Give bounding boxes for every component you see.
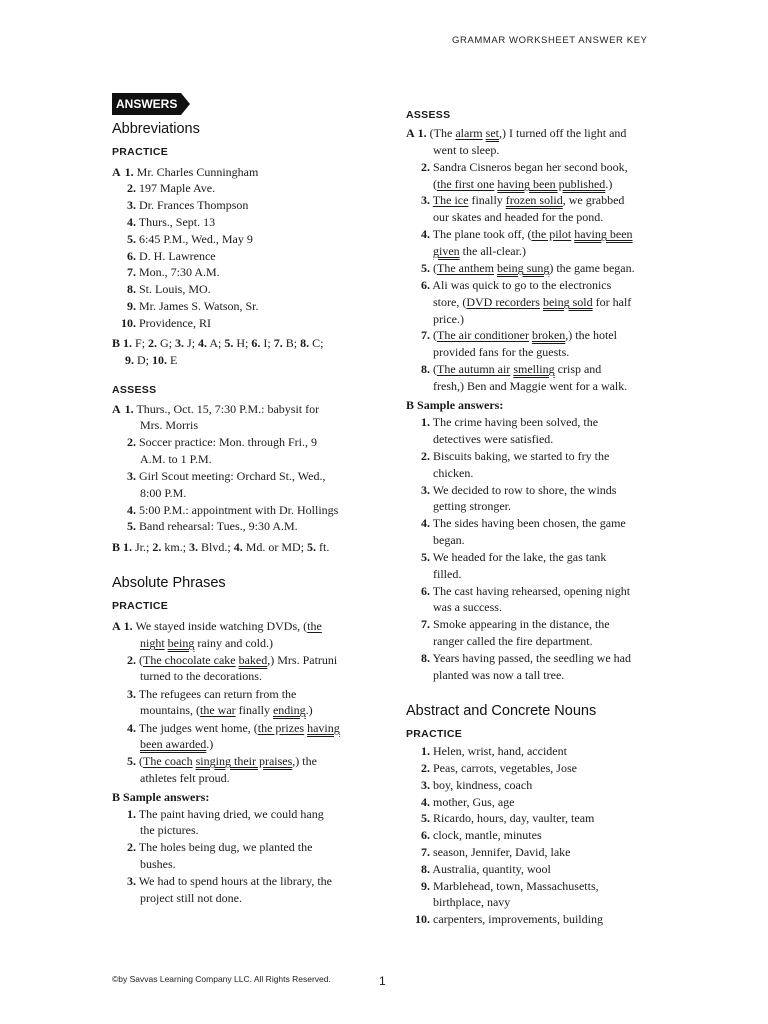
list-item: A 1. Thurs., Oct. 15, 7:30 P.M.: babysit for (112, 402, 320, 416)
list-item: 9. Mr. James S. Watson, Sr. (127, 299, 259, 313)
list-item: 10. Providence, RI (121, 316, 211, 330)
page-number: 1 (379, 974, 386, 988)
list-item: 7. season, Jennifer, David, lake (421, 845, 571, 859)
list-item-cont: chicken. (433, 466, 474, 480)
sample-answers-heading: B Sample answers: (406, 398, 504, 412)
list-item-cont: bushes. (140, 857, 176, 871)
list-item: 2. (The chocolate cake baked,) Mrs. Patruni (127, 653, 338, 667)
list-item-cont: mountains, (the war finally ending.) (140, 703, 313, 717)
list-item: 3. Dr. Frances Thompson (127, 198, 249, 212)
list-item-cont: was a success. (433, 600, 502, 614)
list-item-cont: provided fans for the guests. (433, 345, 570, 359)
list-item: 2. Soccer practice: Mon. through Fri., 9 (127, 435, 317, 449)
sample-answers-heading: B Sample answers: (112, 790, 210, 804)
list-item-cont: planted was now a tall tree. (433, 668, 565, 682)
list-item-cont: the pictures. (140, 823, 199, 837)
list-item-cont: store, (DVD recorders being sold for half (433, 295, 632, 309)
list-item: 1. The crime having been solved, the (421, 415, 599, 429)
list-item-cont: filled. (433, 567, 462, 581)
list-item: 2. The holes being dug, we planted the (127, 840, 313, 854)
list-item: 8. Years having passed, the seedling we had (421, 651, 631, 665)
list-item-cont: Mrs. Morris (140, 418, 199, 432)
copyright-footer: ©by Savvas Learning Company LLC. All Rights Reserved. (112, 974, 331, 984)
list-item: 5. 6:45 P.M., Wed., May 9 (127, 232, 253, 246)
list-item: 3. The ice finally frozen solid, we grabbed (421, 193, 625, 207)
list-item-cont: detectives were satisfied. (433, 432, 554, 446)
list-item: 7. Smoke appearing in the distance, the (421, 617, 610, 631)
list-item-cont: given the all-clear.) (433, 244, 526, 258)
list-item: 4. Thurs., Sept. 13 (127, 215, 216, 229)
list-item-cont: been awarded.) (140, 737, 214, 751)
list-item: 2. Biscuits baking, we started to fry the (421, 449, 610, 463)
list-item-cont: birthplace, navy (433, 895, 511, 909)
section-title-absolute-phrases: Absolute Phrases (112, 575, 226, 591)
list-item: 6. D. H. Lawrence (127, 249, 216, 263)
list-item: A 1. We stayed inside watching DVDs, (the (112, 619, 322, 633)
list-item: A 1. Mr. Charles Cunningham (112, 165, 259, 179)
list-item: 2. 197 Maple Ave. (127, 181, 216, 195)
list-item: 5. We headed for the lake, the gas tank (421, 550, 607, 564)
practice-heading: PRACTICE (112, 146, 169, 158)
assess-heading: ASSESS (406, 109, 451, 121)
list-item: 4. The sides having been chosen, the game (421, 516, 626, 530)
list-item: A 1. (The alarm set,) I turned off the light and (406, 126, 627, 140)
list-item: 3. boy, kindness, coach (421, 778, 533, 792)
practice-heading: PRACTICE (112, 600, 169, 612)
list-item-cont: getting stronger. (433, 499, 511, 513)
list-item-cont: athletes felt proud. (140, 771, 230, 785)
list-item: 8. (The autumn air smelling crisp and (421, 362, 602, 376)
list-item-cont: price.) (433, 312, 464, 326)
answers-badge-label: ANSWERS (112, 93, 181, 115)
answers-badge (112, 93, 190, 115)
list-item: 6. Ali was quick to go to the electronics (421, 278, 612, 292)
list-item-cont: went to sleep. (433, 143, 500, 157)
assess-b-answers: B 1. Jr.; 2. km.; 3. Blvd.; 4. Md. or MD; 5. ft. (112, 540, 330, 554)
assess-heading: ASSESS (112, 384, 157, 396)
list-item: 4. The plane took off, (the pilot having been (421, 227, 633, 241)
list-item: 4. The judges went home, (the prizes having (127, 721, 340, 735)
list-item-cont: ranger called the fire department. (433, 634, 593, 648)
list-item: 6. The cast having rehearsed, opening night (421, 584, 631, 598)
list-item: 5. Band rehearsal: Tues., 9:30 A.M. (127, 519, 298, 533)
list-item-cont: A.M. to 1 P.M. (140, 452, 212, 466)
list-item: 3. Girl Scout meeting: Orchard St., Wed., (127, 469, 326, 483)
list-item: 4. mother, Gus, age (421, 795, 515, 809)
list-item-cont: 8:00 P.M. (140, 486, 187, 500)
list-item: 7. (The air conditioner broken,) the hotel (421, 328, 617, 342)
list-item: 3. We had to spend hours at the library, the (127, 874, 332, 888)
list-item: 2. Peas, carrots, vegetables, Jose (421, 761, 577, 775)
list-item-cont: turned to the decorations. (140, 669, 262, 683)
list-item-cont: our skates and headed for the pond. (433, 210, 604, 224)
list-item: 5. (The coach singing their praises,) the (127, 754, 317, 768)
list-item: 9. Marblehead, town, Massachusetts, (421, 879, 599, 893)
list-item-cont: fresh,) Ben and Maggie went for a walk. (433, 379, 628, 393)
matching-answers-cont: 9. D; 10. E (125, 353, 178, 367)
list-item: 7. Mon., 7:30 A.M. (127, 265, 220, 279)
list-item: 5. Ricardo, hours, day, vaulter, team (421, 811, 595, 825)
list-item: 1. Helen, wrist, hand, accident (421, 744, 567, 758)
list-item-cont: project still not done. (140, 891, 242, 905)
list-item: 2. Sandra Cisneros began her second book, (421, 160, 628, 174)
list-item: 4. 5:00 P.M.: appointment with Dr. Hollings (127, 503, 339, 517)
list-item: 3. We decided to row to shore, the winds (421, 483, 617, 497)
section-title-nouns: Abstract and Concrete Nouns (406, 703, 597, 719)
section-title-abbreviations: Abbreviations (112, 121, 200, 137)
practice-heading: PRACTICE (406, 728, 463, 740)
list-item: 3. The refugees can return from the (127, 687, 297, 701)
running-header: GRAMMAR WORKSHEET ANSWER KEY (452, 35, 648, 46)
matching-answers: B 1. F; 2. G; 3. J; 4. A; 5. H; 6. I; 7. B; 8. C; (112, 336, 324, 350)
badge-arrow-icon (181, 93, 190, 115)
list-item: 8. Australia, quantity, wool (421, 862, 551, 876)
list-item: 1. The paint having dried, we could hang (127, 807, 324, 821)
list-item: 8. St. Louis, MO. (127, 282, 211, 296)
list-item-cont: (the first one having been published.) (433, 177, 613, 191)
list-item-cont: night being rainy and cold.) (140, 636, 273, 650)
list-item-cont: began. (433, 533, 465, 547)
list-item: 5. (The anthem being sung) the game began. (421, 261, 635, 275)
list-item: 10. carpenters, improvements, building (415, 912, 603, 926)
list-item: 6. clock, mantle, minutes (421, 828, 542, 842)
